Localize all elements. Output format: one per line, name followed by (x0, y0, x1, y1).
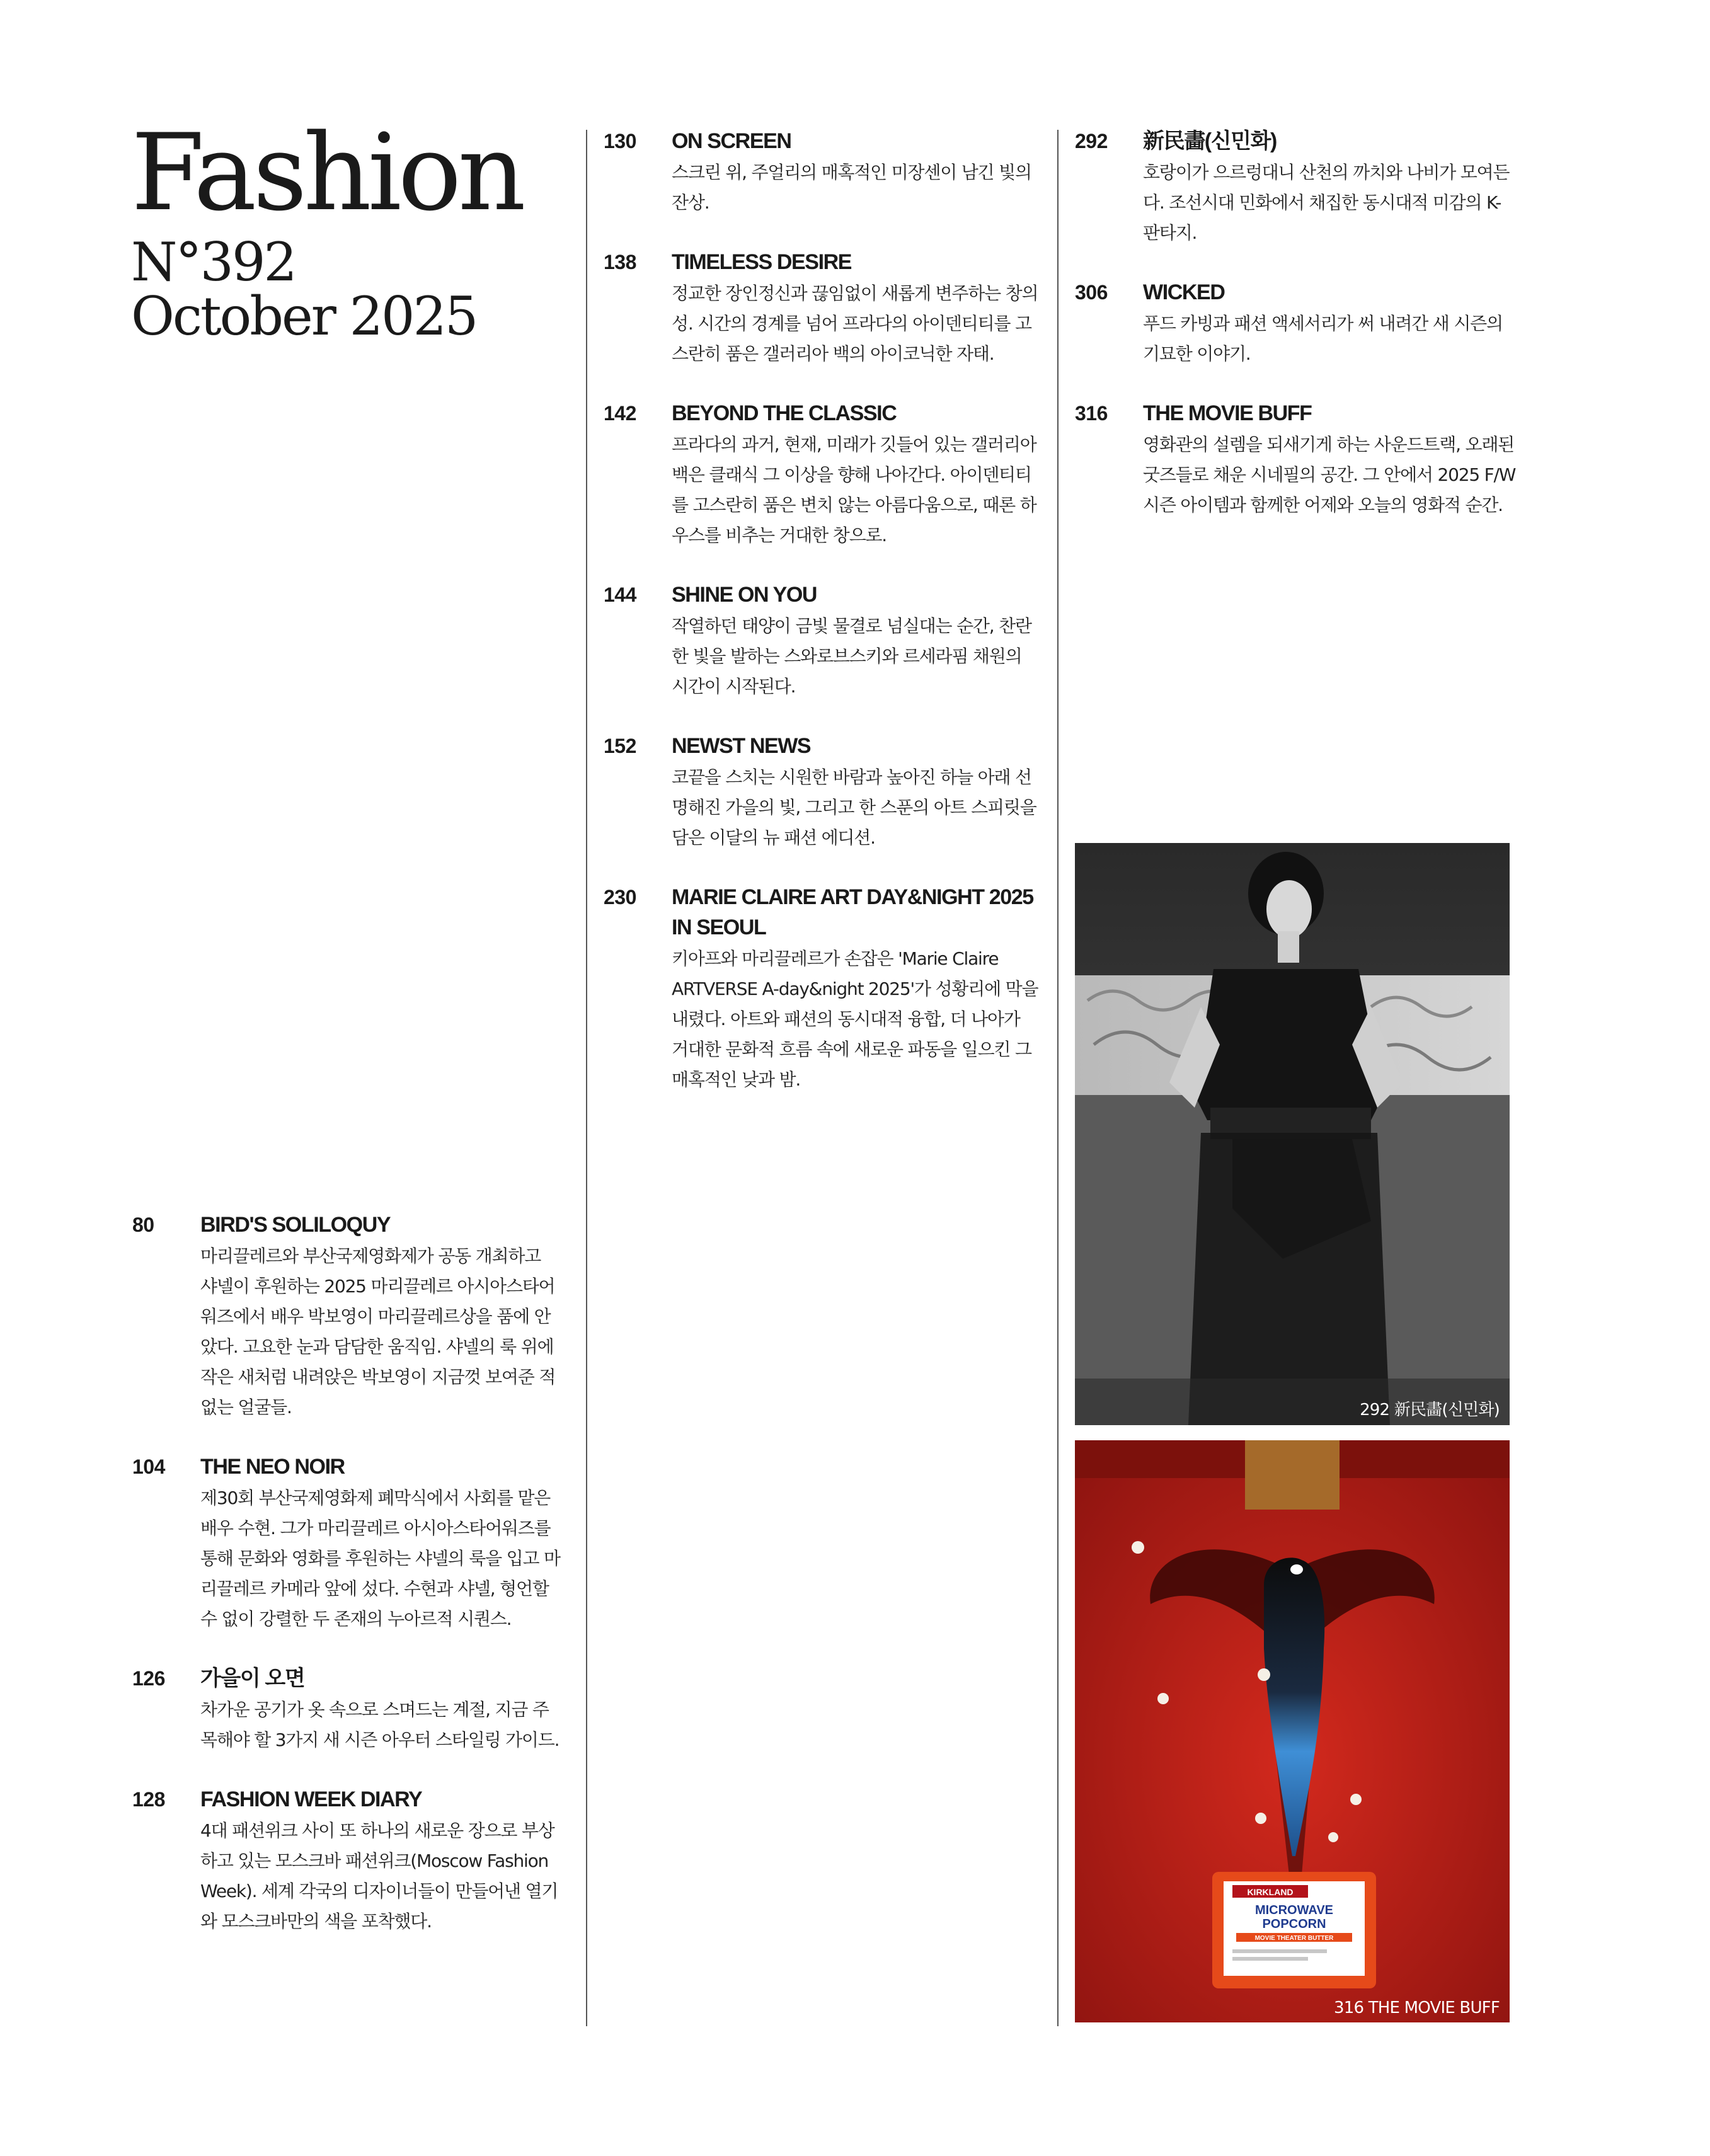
entry-title: THE NEO NOIR (200, 1455, 345, 1479)
entry-description: 키아프와 마리끌레르가 손잡은 'Marie Claire ARTVERSE A-day&night 2025'가 성황리에 막을 내렸다. 아트와 패션의 동시대적 융합, 더 나아가 거대한 문화적 흐름 속에 새로운 파동을 일으킨 그 매혹적인 낮과 밤. (672, 948, 1038, 1090)
popcorn-line-2: POPCORN (1262, 1917, 1326, 1931)
toc-entry[interactable] (132, 1210, 561, 1423)
entry-title: FASHION WEEK DIARY (200, 1787, 422, 1811)
page-number: 142 (604, 402, 636, 425)
fashion-photo-illustration (1075, 843, 1510, 1425)
magazine-title: Fashion (131, 111, 522, 234)
entry-title: BIRD'S SOLILOQUY (200, 1213, 391, 1237)
page-number: 316 (1075, 402, 1108, 425)
toc-left-column (132, 1210, 561, 1966)
entry-title: TIMELESS DESIRE (672, 250, 852, 274)
page-number: 292 (1075, 130, 1108, 152)
entry-description: 푸드 카빙과 패션 액세서리가 써 내려간 새 시즌의 기묘한 이야기. (1143, 313, 1503, 364)
entry-title: SHINE ON YOU (672, 583, 817, 607)
entry-title: 新民畵(신민화) (1143, 129, 1277, 153)
page-number: 144 (604, 583, 636, 606)
column-divider-left (586, 130, 587, 2026)
toc-entry[interactable] (132, 1663, 561, 1755)
entry-description: 영화관의 설렘을 되새기게 하는 사운드트랙, 오래된 굿즈들로 채운 시네필의 공간. 그 안에서 2025 F/W 시즌 아이템과 함께한 어제와 오늘의 영화적 순간. (1143, 434, 1516, 515)
entry-description: 호랑이가 으르렁대니 산천의 까치와 나비가 모여든다. 조선시대 민화에서 채집한 동시대적 미감의 K-판타지. (1143, 162, 1510, 243)
toc-entry[interactable] (132, 1452, 561, 1634)
issue-date: October 2025 (131, 285, 477, 347)
page-number: 138 (604, 251, 636, 273)
entry-title: 가을이 오면 (200, 1666, 305, 1690)
toc-entry[interactable] (604, 882, 1038, 1095)
toc-middle-column (604, 126, 1038, 1124)
entry-description: 작열하던 태양이 금빛 물결로 넘실대는 순간, 찬란한 빛을 발하는 스와로브스키와 르세라핌 채원의 시간이 시작된다. (672, 616, 1031, 697)
entry-title: MARIE CLAIRE ART DAY&NIGHT 2025 IN SEOUL (672, 885, 1033, 939)
entry-title: WICKED (1143, 280, 1225, 304)
toc-entry[interactable] (132, 1784, 561, 1937)
entry-title: THE MOVIE BUFF (1143, 401, 1312, 425)
entry-description: 스크린 위, 주얼리의 매혹적인 미장센이 남긴 빛의 잔상. (672, 162, 1031, 213)
page-number: 152 (604, 735, 636, 757)
toc-entry[interactable] (604, 247, 1038, 369)
page-number: 230 (604, 886, 636, 909)
popcorn-brand: KIRKLAND (1247, 1887, 1294, 1897)
fashion-photo-shinminhwa[interactable] (1075, 843, 1510, 1425)
entry-description: 제30회 부산국제영화제 폐막식에서 사회를 맡은 배우 수현. 그가 마리끌레르 아시아스타어워즈를 통해 문화와 영화를 후원하는 샤넬의 룩을 입고 마리끌레르 카메라 앞에 섰다. 수현과 샤넬, 형언할 수 없이 강렬한 두 존재의 누아르적 시퀀스. (200, 1488, 560, 1629)
entry-description: 4대 패션위크 사이 또 하나의 새로운 장으로 부상하고 있는 모스크바 패션위크(Moscow Fashion Week). 세계 각국의 디자이너들이 만들어낸 열기와 모스크바만의 색을 포착했다. (200, 1820, 558, 1932)
toc-entry[interactable] (604, 731, 1038, 853)
entry-description: 정교한 장인정신과 끊임없이 새롭게 변주하는 창의성. 시간의 경계를 넘어 프라다의 아이덴티티를 고스란히 품은 갤러리아 백의 아이코닉한 자태. (672, 283, 1038, 364)
popcorn-line-1: MICROWAVE (1254, 1903, 1334, 1917)
toc-entry[interactable] (604, 398, 1038, 551)
entry-description: 차가운 공기가 옷 속으로 스며드는 계절, 지금 주목해야 할 3가지 새 시즌 아우터 스타일링 가이드. (200, 1699, 559, 1750)
toc-entry[interactable] (604, 580, 1038, 702)
entry-title: BEYOND THE CLASSIC (672, 401, 897, 425)
page-number: 128 (132, 1788, 165, 1811)
entry-title: NEWST NEWS (672, 734, 811, 758)
entry-title: ON SCREEN (672, 129, 791, 153)
toc-entry[interactable] (604, 126, 1038, 218)
page-number: 306 (1075, 281, 1108, 304)
photo-caption: 292 新民畵(신민화) (1360, 1401, 1500, 1419)
movie-buff-photo[interactable] (1075, 1440, 1510, 2022)
page-number: 130 (604, 130, 636, 152)
toc-entry[interactable] (1075, 126, 1516, 248)
photo-caption: 316 THE MOVIE BUFF (1334, 1998, 1500, 2017)
toc-entry[interactable] (1075, 277, 1516, 369)
movie-buff-illustration (1075, 1440, 1510, 2022)
entry-description: 마리끌레르와 부산국제영화제가 공동 개최하고 샤넬이 후원하는 2025 마리끌레르 아시아스타어워즈에서 배우 박보영이 마리끌레르상을 품에 안았다. 고요한 눈과 담담한 움직임. 샤넬의 룩 위에 작은 새처럼 내려앉은 박보영이 지금껏 보여준 적 없는 얼굴들. (200, 1246, 556, 1418)
column-divider-right (1057, 130, 1059, 2026)
page-number: 126 (132, 1667, 165, 1690)
toc-entry[interactable] (1075, 398, 1516, 520)
issue-number: N°392 (131, 231, 296, 293)
page-number: 80 (132, 1213, 154, 1236)
page-number: 104 (132, 1455, 165, 1478)
popcorn-flavor: MOVIE THEATER BUTTER (1254, 1935, 1334, 1942)
entry-description: 코끝을 스치는 시원한 바람과 높아진 하늘 아래 선명해진 가을의 빛, 그리고 한 스푼의 아트 스피릿을 담은 이달의 뉴 패션 에디션. (672, 767, 1036, 848)
entry-description: 프라다의 과거, 현재, 미래가 깃들어 있는 갤러리아 백은 클래식 그 이상을 향해 나아간다. 아이덴티티를 고스란히 품은 변치 않는 아름다움으로, 때론 하우스를 비추는 거대한 창으로. (672, 434, 1036, 546)
masthead (131, 111, 522, 347)
toc-right-column (1075, 126, 1516, 549)
